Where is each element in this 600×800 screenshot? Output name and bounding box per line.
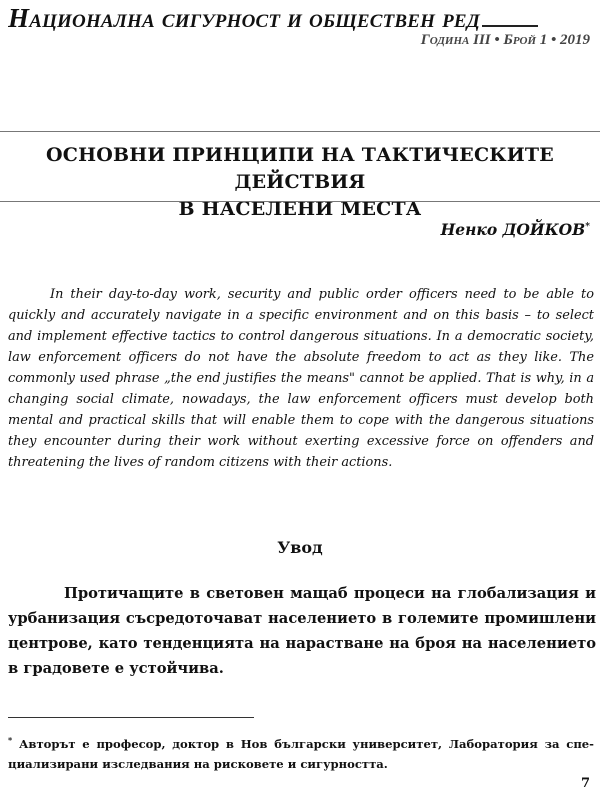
footnote-mark: *: [8, 735, 13, 745]
journal-title: [8, 2, 592, 34]
author-name: [441, 220, 590, 239]
issue-line: Година III • Брой 1 • 2019: [420, 32, 590, 48]
article-title-line-1: ОСНОВНИ ПРИНЦИПИ НА ТАКТИЧЕСКИТЕ ДЕЙСТВИЯ: [46, 144, 554, 193]
author-footnote-mark: *: [585, 221, 590, 232]
journal-title-text: Национална сигурност и обществен ред: [8, 3, 480, 33]
footnote: [8, 730, 594, 774]
title-top-rule: [0, 131, 600, 132]
journal-title-underline: [482, 25, 538, 27]
page-number: 7: [580, 776, 590, 791]
footnote-text: Авторът е професор, доктор в Нов български университет, Лаборатория за спе-циализирани изследвания на рисковете и сигурността.: [8, 736, 594, 771]
article-title-line-2: В НАСЕЛЕНИ МЕСТА: [178, 198, 422, 220]
title-bottom-rule: [0, 201, 600, 202]
body-paragraph: Протичащите в световен мащаб процеси на глобализация и урбанизация съсредоточават населението в големите промишлени центрове, като тенденцията на нарастване на броя на населението в градовете е устойчива.: [8, 585, 596, 677]
article-title: [0, 142, 600, 223]
author-name-text: Ненко ДОЙКОВ: [440, 220, 586, 239]
section-heading: Увод: [277, 538, 323, 557]
footnote-separator: [8, 717, 254, 718]
abstract-paragraph: In their day-to-day work, security and public order officers need to be able to quickly and accurately navigate in a specific environment and on this basis – to select and implement effective tactics to control dangerous situations. In a democratic society, law enforcement officers do not have the absolute freedom to act as they like. The commonly used phrase „the end justifies the means" cannot be applied. That is why, in a changing social climate, nowadays, the law enforcement officers must develop both mental and practical skills that will enable them to cope with the dangerous situations they encounter during their work without exerting excessive force on offenders and threatening the lives of random citizens with their actions.: [8, 287, 594, 470]
